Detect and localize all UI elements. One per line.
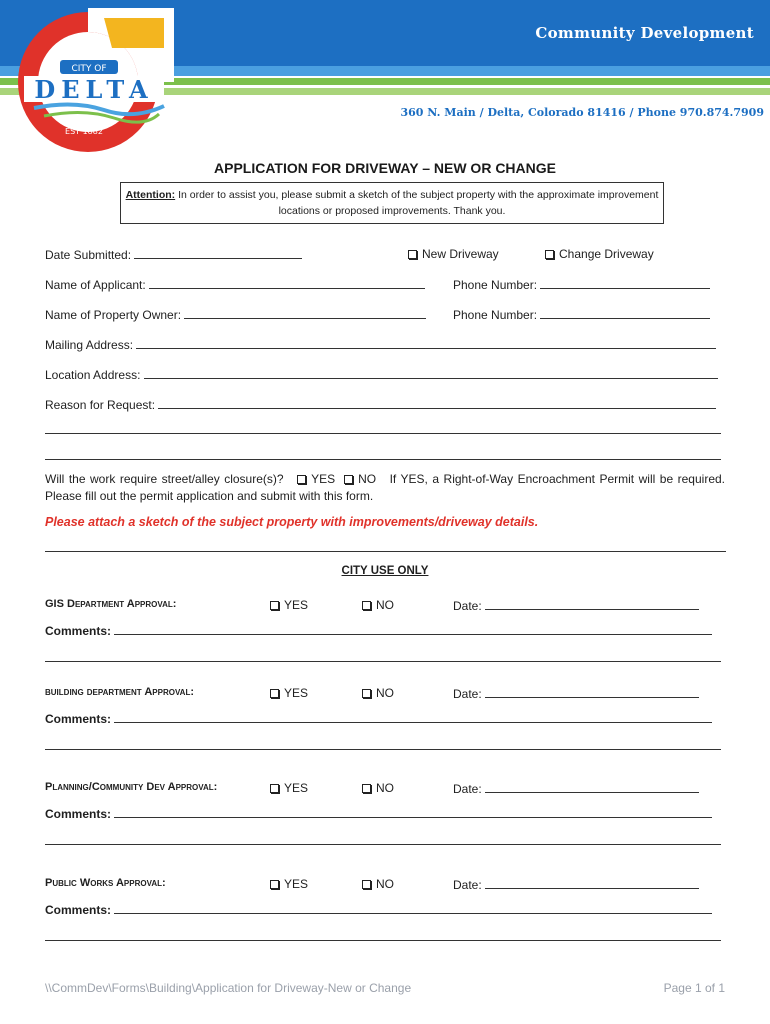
location-field[interactable] xyxy=(144,367,718,379)
public-works-comments-row xyxy=(45,902,712,917)
gis-yes-label: YES xyxy=(284,598,309,612)
applicant-phone-row xyxy=(453,277,710,292)
public-works-comments-field[interactable] xyxy=(114,902,712,914)
public-works-date-row xyxy=(453,877,699,892)
reason-line-2[interactable] xyxy=(45,433,721,434)
closure-question-text: Will the work require street/alley closure(s)? xyxy=(45,472,284,486)
building-date-row xyxy=(453,686,699,701)
gis-date-label: Date: xyxy=(453,599,482,613)
building-yes-label: YES xyxy=(284,686,309,700)
building-comments-line-2[interactable] xyxy=(45,749,721,750)
planning-no-checkbox[interactable] xyxy=(362,784,371,793)
gis-date-row xyxy=(453,598,699,613)
date-submitted-label: Date Submitted: xyxy=(45,248,132,262)
planning-comments-label: Comments: xyxy=(45,807,112,821)
gis-no-option[interactable] xyxy=(362,598,394,612)
owner-row xyxy=(45,307,426,322)
planning-yes-checkbox[interactable] xyxy=(270,784,279,793)
planning-yes-label: YES xyxy=(284,781,309,795)
logo-est: EST 1882 xyxy=(65,127,103,136)
owner-field[interactable] xyxy=(184,307,426,319)
change-driveway-label: Change Driveway xyxy=(559,247,654,261)
attention-text: In order to assist you, please submit a sketch of the subject property with the approximate improvement locations or proposed improvements. Thank you. xyxy=(178,189,659,217)
closure-question xyxy=(45,471,725,505)
change-driveway-option[interactable] xyxy=(545,247,654,261)
attention-box xyxy=(120,182,664,224)
planning-approval-label: Planning/Community Dev Approval: xyxy=(45,781,218,793)
logo-name: DELTA xyxy=(34,75,154,104)
building-comments-label: Comments: xyxy=(45,712,112,726)
closure-yes-label: YES xyxy=(311,472,336,486)
location-row xyxy=(45,367,718,382)
date-submitted-row xyxy=(45,247,302,262)
owner-phone-row xyxy=(453,307,710,322)
planning-date-field[interactable] xyxy=(485,781,699,793)
gis-no-checkbox[interactable] xyxy=(362,601,371,610)
owner-label: Name of Property Owner: xyxy=(45,308,182,322)
building-date-field[interactable] xyxy=(485,686,699,698)
public-works-comments-label: Comments: xyxy=(45,903,112,917)
building-no-label: NO xyxy=(376,686,394,700)
owner-phone-label: Phone Number: xyxy=(453,308,538,322)
public-works-date-field[interactable] xyxy=(485,877,699,889)
public-works-no-label: NO xyxy=(376,877,394,891)
public-works-yes-label: YES xyxy=(284,877,309,891)
attention-label: Attention: xyxy=(125,189,176,201)
reason-line-3[interactable] xyxy=(45,459,721,460)
public-works-no-checkbox[interactable] xyxy=(362,880,371,889)
footer-file-path: \\CommDev\Forms\Building\Application for Driveway-New or Change xyxy=(45,981,412,995)
planning-date-label: Date: xyxy=(453,782,482,796)
planning-comments-row xyxy=(45,806,712,821)
gis-date-field[interactable] xyxy=(485,598,699,610)
city-use-heading: CITY USE ONLY xyxy=(341,565,429,577)
section-divider xyxy=(45,551,726,552)
building-no-option[interactable] xyxy=(362,686,394,700)
public-works-no-option[interactable] xyxy=(362,877,394,891)
public-works-date-label: Date: xyxy=(453,878,482,892)
planning-comments-field[interactable] xyxy=(114,806,712,818)
new-driveway-checkbox[interactable] xyxy=(408,250,417,259)
planning-yes-option[interactable] xyxy=(270,781,308,795)
building-date-label: Date: xyxy=(453,687,482,701)
planning-date-row xyxy=(453,781,699,796)
logo-top-text: CITY OF xyxy=(71,64,107,74)
department-address: 360 N. Main / Delta, Colorado 81416 / Phone 970.874.7909 xyxy=(400,106,764,119)
date-submitted-field[interactable] xyxy=(134,247,302,259)
form-title: APPLICATION FOR DRIVEWAY – NEW OR CHANGE xyxy=(214,160,556,176)
gis-comments-label: Comments: xyxy=(45,624,112,638)
gis-yes-option[interactable] xyxy=(270,598,308,612)
reason-row xyxy=(45,397,716,412)
new-driveway-option[interactable] xyxy=(408,247,499,261)
building-comments-row xyxy=(45,711,712,726)
applicant-row xyxy=(45,277,425,292)
gis-comments-field[interactable] xyxy=(114,623,712,635)
building-no-checkbox[interactable] xyxy=(362,689,371,698)
building-approval-label: building department Approval: xyxy=(45,686,195,698)
closure-no-label: NO xyxy=(358,472,377,486)
building-yes-option[interactable] xyxy=(270,686,308,700)
location-label: Location Address: xyxy=(45,368,141,382)
public-works-approval-label: Public Works Approval: xyxy=(45,877,166,889)
applicant-phone-label: Phone Number: xyxy=(453,278,538,292)
owner-phone-field[interactable] xyxy=(540,307,710,319)
applicant-phone-field[interactable] xyxy=(540,277,710,289)
sketch-note: Please attach a sketch of the subject property with improvements/driveway details. xyxy=(45,515,539,529)
mailing-row xyxy=(45,337,716,352)
footer-page-number: Page 1 of 1 xyxy=(663,981,725,995)
closure-note: If YES, a Right-of-Way Encroachment Permit will be required. Please fill out the permit application and submit with this form. xyxy=(45,472,725,503)
public-works-yes-checkbox[interactable] xyxy=(270,880,279,889)
public-works-yes-option[interactable] xyxy=(270,877,308,891)
gis-approval-label: GIS Department Approval: xyxy=(45,598,177,610)
planning-no-label: NO xyxy=(376,781,394,795)
closure-yes-checkbox[interactable] xyxy=(297,475,306,484)
gis-yes-checkbox[interactable] xyxy=(270,601,279,610)
gis-comments-row xyxy=(45,623,712,638)
building-yes-checkbox[interactable] xyxy=(270,689,279,698)
mailing-field[interactable] xyxy=(136,337,716,349)
planning-comments-line-2[interactable] xyxy=(45,844,721,845)
applicant-field[interactable] xyxy=(149,277,425,289)
change-driveway-checkbox[interactable] xyxy=(545,250,554,259)
reason-field[interactable] xyxy=(158,397,716,409)
applicant-label: Name of Applicant: xyxy=(45,278,146,292)
reason-label: Reason for Request: xyxy=(45,398,156,412)
planning-no-option[interactable] xyxy=(362,781,394,795)
city-of-delta-logo xyxy=(14,8,174,156)
closure-no-checkbox[interactable] xyxy=(344,475,353,484)
department-title: Community Development xyxy=(535,24,754,42)
new-driveway-label: New Driveway xyxy=(422,247,499,261)
gis-no-label: NO xyxy=(376,598,394,612)
public-works-comments-line-2[interactable] xyxy=(45,940,721,941)
mailing-label: Mailing Address: xyxy=(45,338,134,352)
building-comments-field[interactable] xyxy=(114,711,712,723)
gis-comments-line-2[interactable] xyxy=(45,661,721,662)
